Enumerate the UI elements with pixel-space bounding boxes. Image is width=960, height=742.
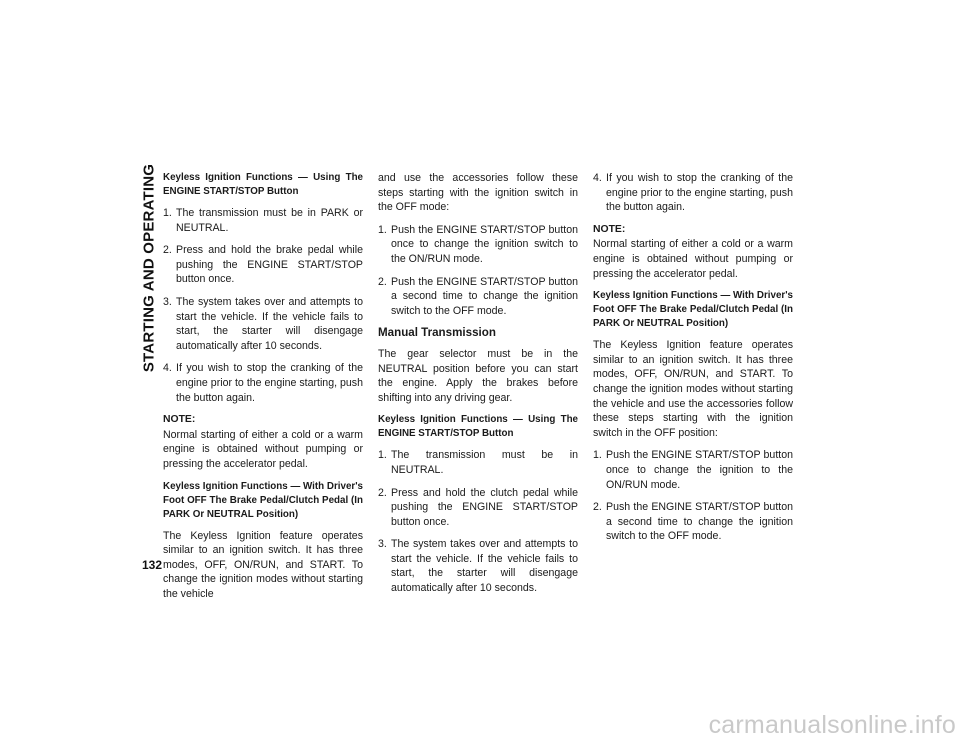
list-item [163, 206, 363, 235]
step-number: 4. [593, 172, 602, 184]
steps-list [378, 223, 578, 319]
text-column-3 [593, 171, 793, 552]
list-item [593, 448, 793, 492]
step-text: Push the ENGINE START/STOP button once to change the ignition to the ON/RUN mode. [606, 449, 793, 491]
list-item [378, 448, 578, 477]
section-tab-label: STARTING AND OPERATING [140, 163, 158, 373]
paragraph: The Keyless Ignition feature operates similar to an ignition switch. It has three modes, OFF, ON/RUN, and START. To change the ignition modes without starting the vehicle and use the accessories follow these steps starting with the ignition switch in the OFF position: [593, 339, 793, 439]
step-number: 2. [593, 501, 602, 514]
step-text: The system takes over and attempts to start the vehicle. If the vehicle fails to start, the starter will disengage automatically after 10 seconds. [176, 295, 363, 352]
section-side-tab [139, 163, 159, 373]
step-text: Push the ENGINE START/STOP button a second time to change the ignition switch to the OFF mode. [391, 275, 578, 317]
step-number: 1. [378, 223, 387, 236]
note-label: NOTE: [163, 414, 196, 426]
list-item [163, 243, 363, 287]
heading-foot-off-brake: Keyless Ignition Functions — With Driver's Foot OFF The Brake Pedal/Clutch Pedal (In PARK Or NEUTRAL Position) [593, 290, 793, 330]
list-item [378, 223, 578, 267]
step-number: 1. [378, 449, 387, 462]
paragraph: The gear selector must be in the NEUTRAL position before you can start the engine. Apply the brakes before shifting into any driving gear. [378, 347, 578, 404]
steps-list [593, 448, 793, 544]
list-item [378, 537, 578, 595]
step-text: Push the ENGINE START/STOP button once to change the ignition switch to the ON/RUN mode. [391, 223, 578, 265]
step-number: 1. [163, 207, 172, 219]
heading-start-stop: Keyless Ignition Functions — Using The ENGINE START/STOP Button [163, 172, 363, 197]
text-column-2 [378, 171, 578, 604]
step-number: 4. [163, 362, 172, 375]
step-text: The transmission must be in PARK or NEUTRAL. [176, 207, 363, 234]
step-text: The system takes over and attempts to start the vehicle. If the vehicle fails to start, the starter will disengage automatically after 10 seconds. [391, 538, 578, 595]
list-item [378, 486, 578, 530]
steps-list [378, 448, 578, 595]
steps-list [163, 206, 363, 405]
page-number: 132 [142, 558, 163, 572]
step-number: 2. [378, 486, 387, 499]
step-text: Press and hold the clutch pedal while pushing the ENGINE START/STOP button once. [391, 486, 578, 528]
step-text: Push the ENGINE START/STOP button a second time to change the ignition switch to the OFF mode. [606, 501, 793, 543]
text-column-1 [163, 171, 363, 609]
heading-start-stop: Keyless Ignition Functions — Using The ENGINE START/STOP Button [378, 414, 578, 440]
note-text: Normal starting of either a cold or a warm engine is obtained without pumping or pressing the accelerator pedal. [163, 428, 363, 470]
list-item [593, 171, 793, 215]
list-item [378, 275, 578, 319]
section-title: Manual Transmission [378, 326, 496, 340]
list-item [163, 295, 363, 353]
list-item [163, 361, 363, 405]
watermark: carmanualsonline.info [708, 711, 956, 739]
step-number: 3. [378, 538, 387, 551]
step-number: 2. [163, 244, 172, 257]
step-text: If you wish to stop the cranking of the engine prior to the engine starting, push the button again. [606, 172, 793, 214]
list-item [593, 500, 793, 544]
note-label: NOTE: [593, 223, 626, 235]
step-text: Press and hold the brake pedal while pushing the ENGINE START/STOP button once. [176, 244, 363, 286]
step-text: If you wish to stop the cranking of the engine prior to the engine starting, push the button again. [176, 362, 363, 404]
step-number: 3. [163, 295, 172, 308]
heading-foot-off-brake: Keyless Ignition Functions — With Driver's Foot OFF The Brake Pedal/Clutch Pedal (In PARK Or NEUTRAL Position) [163, 480, 363, 520]
step-number: 1. [593, 449, 602, 462]
step-number: 2. [378, 275, 387, 288]
paragraph: and use the accessories follow these steps starting with the ignition switch in the OFF mode: [378, 172, 578, 214]
paragraph: The Keyless Ignition feature operates similar to an ignition switch. It has three modes, OFF, ON/RUN, and START. To change the ignition modes without starting the vehicle [163, 529, 363, 600]
note-text: Normal starting of either a cold or a warm engine is obtained without pumping or pressing the accelerator pedal. [593, 238, 793, 280]
step-text: The transmission must be in NEUTRAL. [391, 449, 578, 476]
steps-list [593, 171, 793, 215]
